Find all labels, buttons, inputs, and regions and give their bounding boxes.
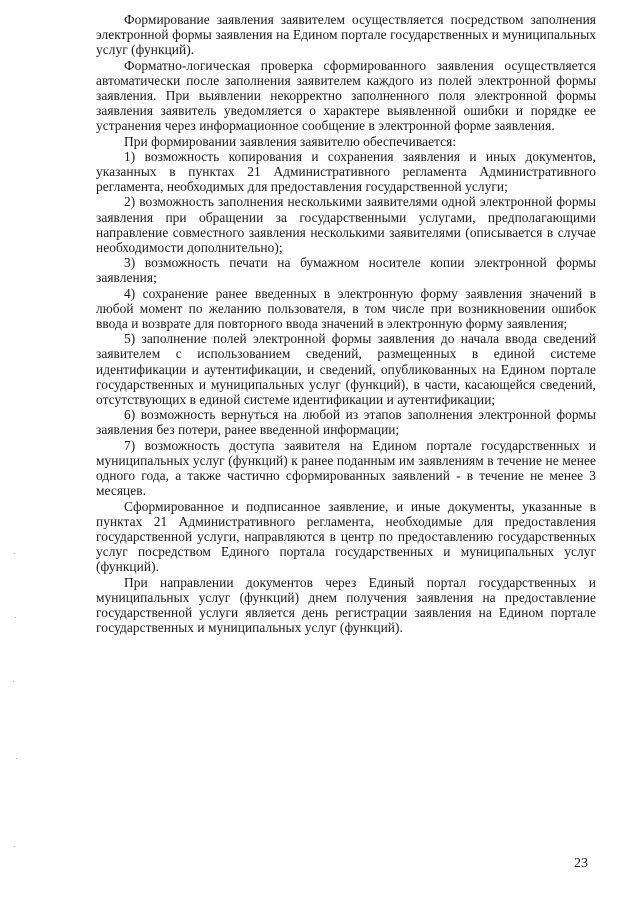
list-item-1: 1) возможность копирования и сохранения заявления и иных документов, указанных в пунктах 21 Административного регламента Административного регламента, необходимых для предоставления государственной услуги; [96,148,596,195]
list-item-5: 5) заполнение полей электронной формы заявления до начала ввода сведений заявителем с использованием сведений, размещенных в единой системе идентификации и аутентификации, и сведений, опубликованных на Едином портале государственных и муниципальных услуг (функций), в части, касающейся сведений, отсутствующих в единой системе идентификации и аутентификации; [96,331,596,408]
list-item-6: 6) возможность вернуться на любой из этапов заполнения электронной формы заявления без потери, ранее введенной информации; [96,407,596,438]
list-item-3: 3) возможность печати на бумажном носителе копии электронной формы заявления; [96,255,596,286]
paragraph-receipt-date: При направлении документов через Единый портал государственных и муниципальных услуг (функций) днем получения заявления на предоставление государственной услуги является день регистрации заявления на Едином портале государственных и муниципальных услуг (функций). [96,574,596,636]
paragraph-form-filling: Формирование заявления заявителем осуществляется посредством заполнения электронной формы заявления на Едином портале государственных и муниципальных услуг (функций). [96,12,596,58]
scan-speck [13,681,14,682]
paragraph-format-check: Форматно-логическая проверка сформированного заявления осуществляется автоматически после заполнения заявителем каждого из полей электронной формы заявления. При выявлении некорректно заполненного поля электронной формы заявления заявитель уведомляется о характере выявленной ошибки и порядке ее устранения через информационное сообщение в электронной форме заявления. [96,57,596,134]
document-page [96,12,596,635]
list-item-2: 2) возможность заполнения несколькими заявителями одной электронной формы заявления при обращении за государственными услугами, предполагающими направление совместного заявления несколькими заявителями (описывается в случае необходимости дополнительно); [96,194,596,256]
paragraph-submission: Сформированное и подписанное заявление, и иные документы, указанные в пунктах 21 Административного регламента, необходимые для предоставления государственной услуги, направляются в центр по предоставлению государственных услуг посредством Единого портала государственных и муниципальных услуг (функций). [96,498,596,575]
list-item-4: 4) сохранение ранее введенных в электронную форму заявления значений в любой момент по желанию пользователя, в том числе при возникновении ошибок ввода и возврате для повторного ввода значений в электронную форму заявления; [96,285,596,332]
page-number: 23 [574,856,588,871]
scan-speck [14,846,15,847]
list-item-7: 7) возможность доступа заявителя на Едином портале государственных и муниципальных услуг (функций) к ранее поданным им заявлениям в течение не менее одного года, а также частично сформированных заявлений - в течение не менее 3 месяцев. [96,437,596,499]
scan-speck [14,553,15,554]
scan-speck [16,758,17,759]
scan-speck [15,617,16,618]
paragraph-provisions-intro: При формировании заявления заявителю обеспечивается: [124,133,457,149]
